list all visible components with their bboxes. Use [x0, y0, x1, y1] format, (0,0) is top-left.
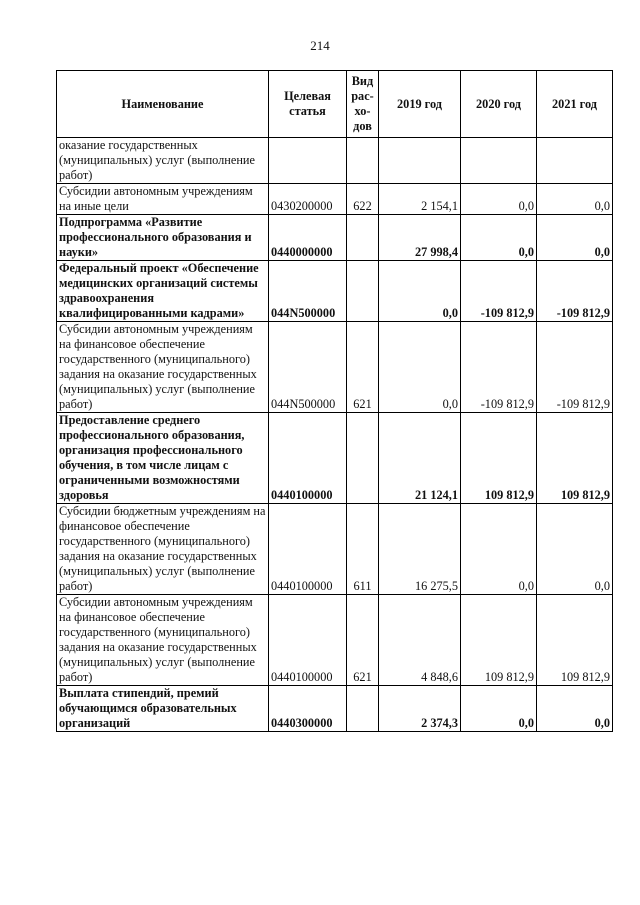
cell-vid: 622 — [347, 184, 379, 215]
cell-name: оказание государственных (муниципальных) услуг (выполнение работ) — [57, 138, 269, 184]
cell-2021: -109 812,9 — [537, 261, 613, 322]
table-row — [57, 261, 613, 322]
cell-2021: -109 812,9 — [537, 322, 613, 413]
cell-target: 0440100000 — [269, 595, 347, 686]
header-target: Целевая статья — [269, 71, 347, 138]
cell-2020: 109 812,9 — [461, 595, 537, 686]
cell-2019: 27 998,4 — [379, 215, 461, 261]
cell-2019: 4 848,6 — [379, 595, 461, 686]
cell-2021: 0,0 — [537, 215, 613, 261]
cell-2020: 0,0 — [461, 184, 537, 215]
cell-name: Субсидии бюджетным учреждениям на финансовое обеспечение государственного (муниципального) задания на оказание государственных (муниципальных) услуг (выполнение работ) — [57, 504, 269, 595]
table-row — [57, 504, 613, 595]
table-row — [57, 184, 613, 215]
cell-2021: 0,0 — [537, 504, 613, 595]
table-row — [57, 686, 613, 732]
cell-2021: 109 812,9 — [537, 595, 613, 686]
cell-name: Выплата стипендий, премий обучающимся образовательных организаций — [57, 686, 269, 732]
cell-vid: 621 — [347, 595, 379, 686]
table-row — [57, 138, 613, 184]
header-vid: Вид рас-хо-дов — [347, 71, 379, 138]
header-name: Наименование — [57, 71, 269, 138]
cell-2020: 0,0 — [461, 215, 537, 261]
cell-name: Предоставление среднего профессионального образования, организация профессионального обучения, в том числе лицам с ограниченными возможностями здоровья — [57, 413, 269, 504]
cell-target: 044N500000 — [269, 322, 347, 413]
cell-vid — [347, 686, 379, 732]
table-row — [57, 215, 613, 261]
cell-2020: 0,0 — [461, 686, 537, 732]
cell-2020 — [461, 138, 537, 184]
cell-vid — [347, 215, 379, 261]
cell-2020: -109 812,9 — [461, 322, 537, 413]
cell-2021: 0,0 — [537, 686, 613, 732]
cell-2019 — [379, 138, 461, 184]
cell-2019: 0,0 — [379, 261, 461, 322]
cell-2021: 0,0 — [537, 184, 613, 215]
cell-2021 — [537, 138, 613, 184]
cell-vid: 621 — [347, 322, 379, 413]
cell-target: 0440300000 — [269, 686, 347, 732]
cell-2019: 2 154,1 — [379, 184, 461, 215]
cell-vid — [347, 138, 379, 184]
cell-target: 0440100000 — [269, 504, 347, 595]
cell-2019: 21 124,1 — [379, 413, 461, 504]
cell-name: Субсидии автономным учреждениям на финансовое обеспечение государственного (муниципального) задания на оказание государственных (муниципальных) услуг (выполнение работ) — [57, 322, 269, 413]
cell-2020: -109 812,9 — [461, 261, 537, 322]
header-2021: 2021 год — [537, 71, 613, 138]
cell-name: Подпрограмма «Развитие профессионального образования и науки» — [57, 215, 269, 261]
cell-2019: 0,0 — [379, 322, 461, 413]
cell-2020: 0,0 — [461, 504, 537, 595]
cell-2020: 109 812,9 — [461, 413, 537, 504]
header-2019: 2019 год — [379, 71, 461, 138]
table-row — [57, 413, 613, 504]
cell-name: Субсидии автономным учреждениям на финансовое обеспечение государственного (муниципального) задания на оказание государственных (муниципальных) услуг (выполнение работ) — [57, 595, 269, 686]
cell-target — [269, 138, 347, 184]
cell-2019: 2 374,3 — [379, 686, 461, 732]
cell-vid — [347, 413, 379, 504]
table-row — [57, 595, 613, 686]
table-header-row — [57, 71, 613, 138]
cell-name: Субсидии автономным учреждениям на иные цели — [57, 184, 269, 215]
table-body — [57, 138, 613, 732]
cell-2019: 16 275,5 — [379, 504, 461, 595]
cell-vid — [347, 261, 379, 322]
cell-target: 0430200000 — [269, 184, 347, 215]
header-2020: 2020 год — [461, 71, 537, 138]
cell-target: 0440100000 — [269, 413, 347, 504]
cell-target: 0440000000 — [269, 215, 347, 261]
cell-vid: 611 — [347, 504, 379, 595]
page-number: 214 — [310, 38, 330, 53]
cell-name: Федеральный проект «Обеспечение медицинских организаций системы здравоохранения квалифицированными кадрами» — [57, 261, 269, 322]
cell-target: 044N500000 — [269, 261, 347, 322]
table-row — [57, 322, 613, 413]
cell-2021: 109 812,9 — [537, 413, 613, 504]
budget-table — [56, 70, 613, 732]
